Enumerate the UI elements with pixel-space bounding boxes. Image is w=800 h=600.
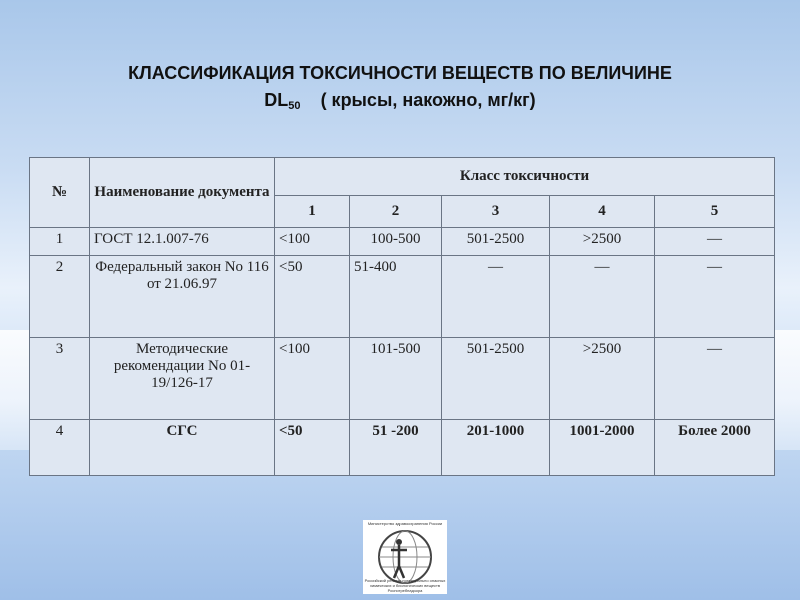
header-class-5: 5 xyxy=(655,196,775,228)
row-class-1-value: <50 xyxy=(275,420,350,476)
row-class-5-value: — xyxy=(655,338,775,420)
table-header-row xyxy=(30,158,775,196)
table-row xyxy=(30,420,775,476)
table-row xyxy=(30,228,775,256)
row-class-2-value: 51 -200 xyxy=(350,420,442,476)
row-class-3-value: 501-2500 xyxy=(442,338,550,420)
row-class-5-value: Более 2000 xyxy=(655,420,775,476)
row-number: 1 xyxy=(30,228,90,256)
logo-bottom-text: Российский регистр потенциально опасных химических и биологических веществ Роспотребнадзора xyxy=(364,578,446,593)
row-class-2-value: 101-500 xyxy=(350,338,442,420)
row-document: СГС xyxy=(90,420,275,476)
header-number: № xyxy=(30,158,90,228)
row-class-5-value: — xyxy=(655,228,775,256)
row-class-2-value: 100-500 xyxy=(350,228,442,256)
row-class-1-value: <100 xyxy=(275,228,350,256)
header-document: Наименование документа xyxy=(90,158,275,228)
row-class-2-value: 51-400 xyxy=(350,256,442,338)
row-class-5-value: — xyxy=(655,256,775,338)
row-class-1-value: <50 xyxy=(275,256,350,338)
row-document: ГОСТ 12.1.007-76 xyxy=(90,228,275,256)
row-class-1-value: <100 xyxy=(275,338,350,420)
page-title xyxy=(30,60,770,120)
title-dl-subscript: 50 xyxy=(288,100,301,112)
header-class-2: 2 xyxy=(350,196,442,228)
row-class-3-value: 201-1000 xyxy=(442,420,550,476)
table-row xyxy=(30,338,775,420)
table-row xyxy=(30,256,775,338)
row-number: 4 xyxy=(30,420,90,476)
row-number: 3 xyxy=(30,338,90,420)
toxicity-table xyxy=(29,157,775,476)
title-line-1: КЛАССИФИКАЦИЯ ТОКСИЧНОСТИ ВЕЩЕСТВ ПО ВЕЛИЧИНЕ xyxy=(128,63,672,83)
header-toxicity-class: Класс токсичности xyxy=(275,158,775,196)
title-line-2 xyxy=(30,87,770,120)
row-class-4-value: — xyxy=(550,256,655,338)
row-number: 2 xyxy=(30,256,90,338)
registry-logo xyxy=(363,520,447,594)
row-document: Федеральный закон No 116 от 21.06.97 xyxy=(90,256,275,338)
header-class-4: 4 xyxy=(550,196,655,228)
title-dl: DL xyxy=(264,90,289,110)
row-class-4-value: 1001-2000 xyxy=(550,420,655,476)
row-document: Методические рекомендации No 01-19/126-17 xyxy=(90,338,275,420)
row-class-3-value: 501-2500 xyxy=(442,228,550,256)
header-class-1: 1 xyxy=(275,196,350,228)
row-class-3-value: — xyxy=(442,256,550,338)
header-class-3: 3 xyxy=(442,196,550,228)
row-class-4-value: >2500 xyxy=(550,228,655,256)
logo-top-text: Министерство здравоохранения России xyxy=(367,521,443,526)
row-class-4-value: >2500 xyxy=(550,338,655,420)
title-line-2-rest: ( крысы, накожно, мг/кг) xyxy=(320,90,536,110)
